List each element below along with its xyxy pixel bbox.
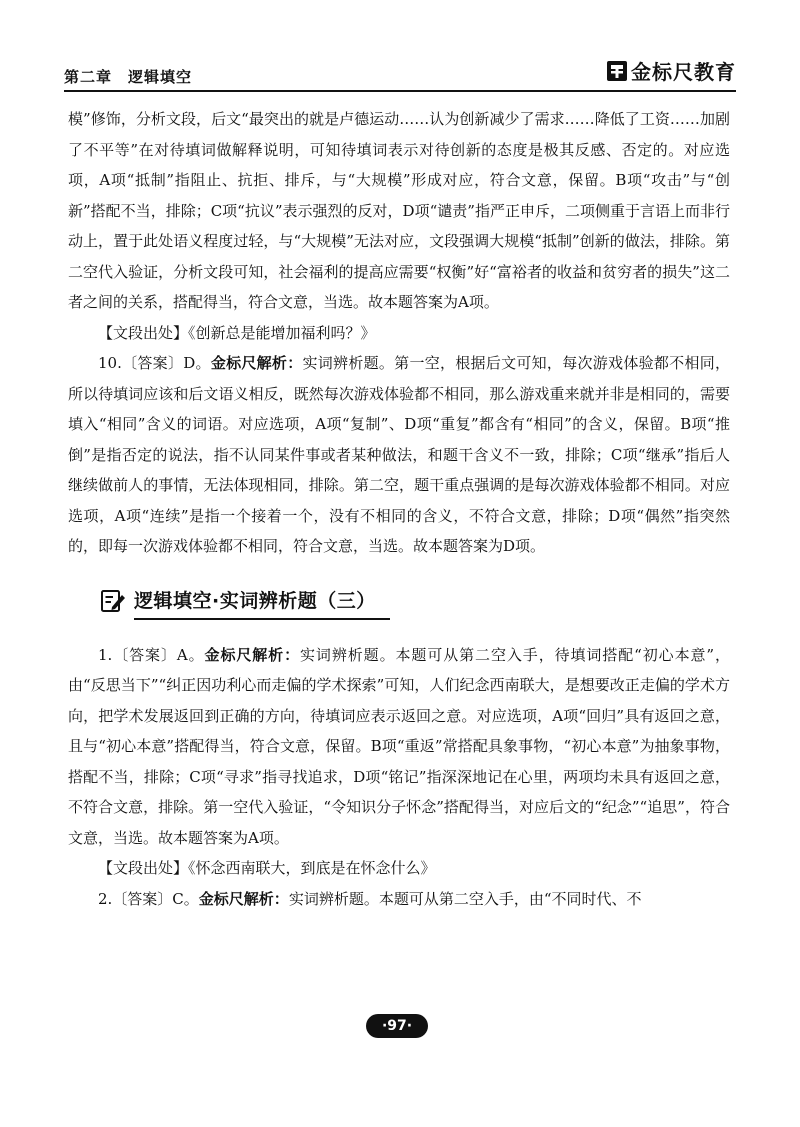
page-header (64, 56, 736, 92)
chapter-title: 第二章 逻辑填空 (64, 68, 193, 86)
analysis-label: 金标尺解析： (198, 889, 289, 908)
answer-item-2 (68, 884, 730, 915)
section-heading (68, 574, 730, 630)
answer-item-10 (68, 348, 730, 562)
source-note: 【文段出处】《创新总是能增加福利吗？》 (98, 323, 376, 342)
section-title: 逻辑填空·实词辨析题（三） (134, 589, 376, 612)
analysis-label: 金标尺解析： (210, 354, 303, 372)
page-number: ·97· (366, 1014, 428, 1038)
analysis-text: 实词辨析题。本题可从第二空入手，待填词搭配“初心本意”，由“反思当下”“纠正因功利心而走偏的学术探索”可知，人们纪念西南联大，是想要改正走偏的学术方向，把学术发展返回到正确的方向，待填词应表示返回之意。对应选项，A项“回归”具有返回之意，且与“初心本意”搭配得当，符合文意，保留。B项“重返”常搭配具象事物，“初心本意”为抽象事物，搭配不当，排除；C项“寻求”指寻找追求，D项“铭记”指深深地记在心里，两项均未具有返回之意，不符合文意，排除。第一空代入验证，“令知识分子怀念”搭配得当，对应后文的“纪念”“追思”，符合文意，当选。故本题答案为A项。 (68, 645, 730, 847)
page-body (68, 104, 730, 914)
brand-name: 金标尺教育 (631, 60, 736, 84)
section-underline (134, 618, 390, 620)
analysis-text: 实词辨析题。第一空，根据后文可知，每次游戏体验都不相同，所以待填词应该和后文语义相反，既然每次游戏体验都不相同，那么游戏重来就并非是相同的，需要填入“相同”含义的词语。对应选项，A项“复制”、D项“重复”都含有“相同”的含义，保留。B项“推倒”是指否定的说法，指不认同某件事或者某种做法，和题干含义不一致，排除；C项“继承”指后人继续做前人的事情，无法体现相同，排除。第二空，题干重点强调的是每次游戏体验都不相同。对应选项，A项“连续”是指一个接着一个，没有不相同的含义，不符合文意，排除；D项“偶然”指突然的，即每一次游戏体验都不相同，符合文意，当选。故本题答案为D项。 (68, 354, 730, 555)
analysis-label: 金标尺解析： (204, 645, 301, 664)
edit-note-icon (100, 587, 126, 613)
answer-paragraph-continued: 模”修饰，分析文段，后文“最突出的就是卢德运动……认为创新减少了需求……降低了工资……加剧了不平等”在对待填词做解释说明，可知待填词表示对待创新的态度是极其反感、否定的。对应选项，A项“抵制”指阻止、抗拒、排斥，与“大规模”形成对应，符合文意，保留。B项“攻击”与“创新”搭配不当，排除；C项“抗议”表示强烈的反对，D项“谴责”指严正申斥，二项侧重于言语上而非行动上，置于此处语义程度过轻，与“大规模”无法对应，文段强调大规模“抵制”创新的做法，排除。第二空代入验证，分析文段可知，社会福利的提高应需要“权衡”好“富裕者的收益和贫穷者的损失”这二者之间的关系，搭配得当，符合文意，当选。故本题答案为A项。 (68, 110, 730, 311)
source-note: 【文段出处】《怀念西南联大，到底是在怀念什么》 (98, 859, 436, 877)
brand-logo-icon (606, 60, 628, 82)
answer-item-1 (68, 640, 730, 854)
analysis-text: 实词辨析题。本题可从第二空入手，由“不同时代、不 (288, 889, 642, 908)
answer-lead: 2.〔答案〕C。 (98, 889, 199, 908)
answer-lead: 10.〔答案〕D。 (98, 354, 211, 372)
brand-logo (606, 56, 736, 85)
answer-lead: 1.〔答案〕A。 (98, 645, 205, 664)
